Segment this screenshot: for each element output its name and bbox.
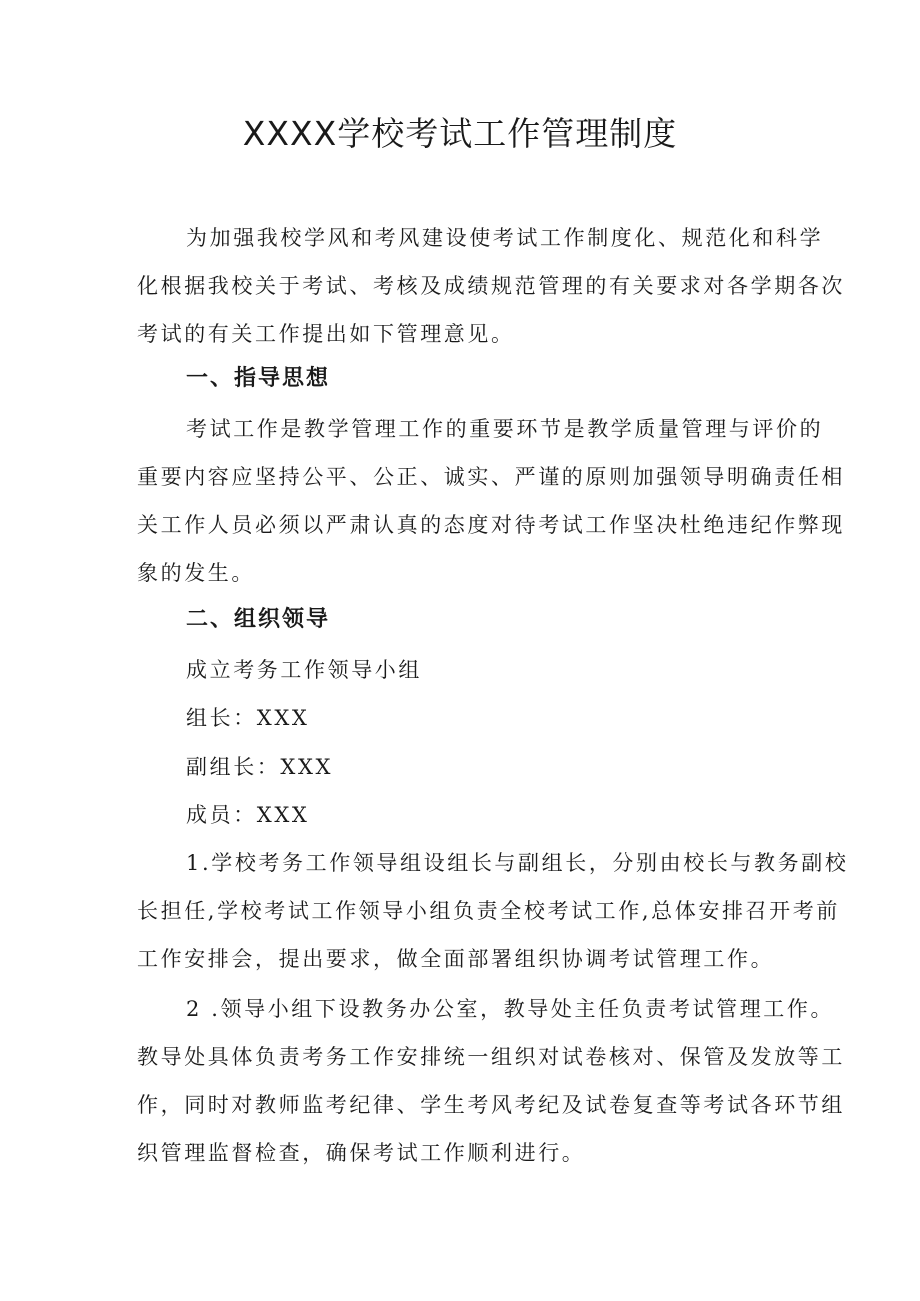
intro-line-1: 为加强我校学风和考风建设使考试工作制度化、规范化和科学 xyxy=(186,226,824,250)
section-heading-guiding-ideology: 一、指导思想 xyxy=(186,366,331,391)
item1-line-2: 长担任,学校考试工作领导小组负责全校考试工作,总体安排召开考前 xyxy=(137,899,840,923)
section1-line-2: 重要内容应坚持公平、公正、诚实、严谨的原则加强领导明确责任相 xyxy=(137,465,845,489)
item1-line-1: 1.学校考务工作领导组设组长与副组长，分别由校长与教务副校 xyxy=(186,851,849,875)
leader-line: 组长：XXX xyxy=(186,706,310,730)
section-heading-organization: 二、组织领导 xyxy=(186,607,331,632)
item2-line-3: 作，同时对教师监考纪律、学生考风考纪及试卷复查等考试各环节组 xyxy=(137,1093,845,1117)
item2-line-2: 教导处具体负责考务工作安排统一组织对试卷核对、保管及发放等工 xyxy=(137,1045,845,1069)
intro-line-3: 考试的有关工作提出如下管理意见。 xyxy=(137,322,515,346)
section1-line-3: 关工作人员必须以严肃认真的态度对待考试工作坚决杜绝违纪作弊现 xyxy=(137,513,845,537)
intro-line-2: 化根据我校关于考试、考核及成绩规范管理的有关要求对各学期各次 xyxy=(137,274,845,298)
members-line: 成员：XXX xyxy=(186,803,310,827)
group-line: 成立考务工作领导小组 xyxy=(186,658,422,682)
section1-line-1: 考试工作是教学管理工作的重要环节是教学质量管理与评价的 xyxy=(186,417,824,441)
deputy-leader-line: 副组长：XXX xyxy=(186,755,334,779)
item2-line-4: 织管理监督检查，确保考试工作顺利进行。 xyxy=(137,1141,586,1165)
document-title: XXXX学校考试工作管理制度 xyxy=(242,114,678,153)
item2-line-1: 2 .领导小组下设教务办公室，教导处主任负责考试管理工作。 xyxy=(186,997,835,1021)
item1-line-3: 工作安排会，提出要求，做全面部署组织协调考试管理工作。 xyxy=(137,947,775,971)
section1-line-4: 象的发生。 xyxy=(137,561,255,585)
